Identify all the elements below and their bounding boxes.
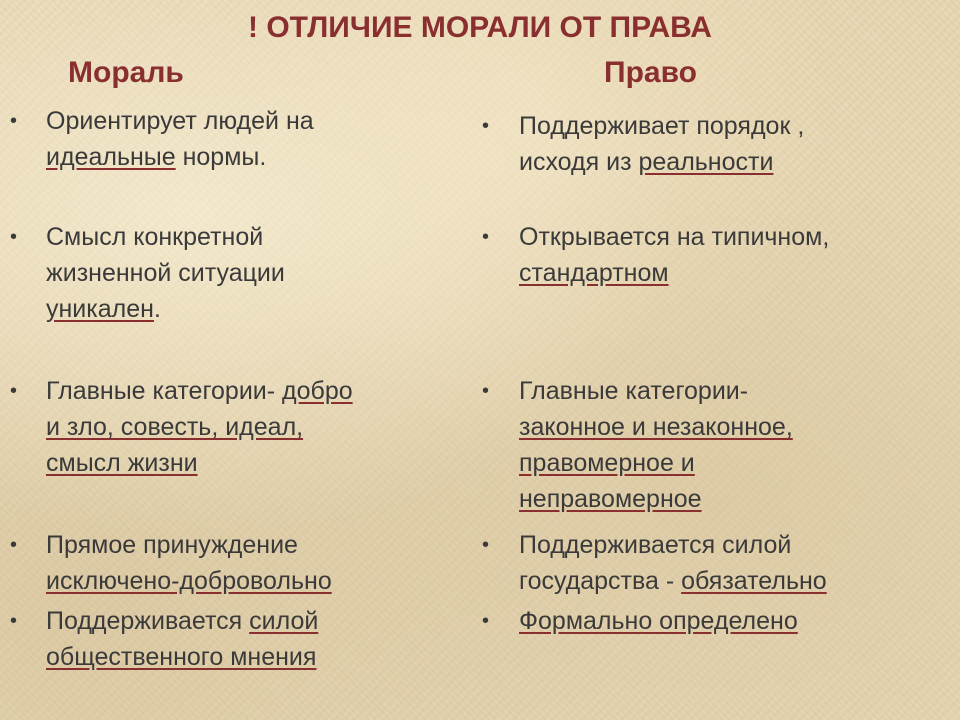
item-underlined-text: силой: [249, 607, 319, 635]
item-underlined-text: законное и незаконное,: [519, 413, 793, 441]
bullet-icon: •: [10, 226, 18, 248]
bullet-icon: •: [482, 226, 490, 248]
item-text: государства -: [519, 567, 682, 595]
item-line: [519, 255, 929, 291]
morality-item: [10, 603, 446, 675]
item-line: [519, 563, 929, 599]
law-item: [482, 219, 929, 291]
item-line: [46, 373, 446, 409]
item-line: [46, 139, 446, 175]
slide-title: ! ОТЛИЧИЕ МОРАЛИ ОТ ПРАВА: [248, 11, 712, 44]
item-text: исходя из: [519, 148, 639, 176]
law-item: [482, 527, 929, 599]
item-text: .: [153, 295, 161, 323]
item-text: жизненной ситуации: [46, 259, 285, 287]
bullet-icon: •: [482, 610, 490, 632]
item-underlined-text: и зло, совесть, идеал,: [46, 413, 304, 441]
bullet-icon: •: [10, 380, 18, 402]
item-line: [519, 219, 929, 255]
item-text: нормы.: [175, 143, 267, 171]
item-underlined-text: общественного мнения: [46, 643, 317, 671]
item-line: [519, 144, 929, 180]
item-underlined-text: добро: [282, 377, 353, 405]
morality-item: [10, 373, 446, 481]
item-underlined-text: Формально определено: [519, 607, 798, 635]
item-line: [519, 603, 929, 639]
bullet-icon: •: [10, 110, 18, 132]
item-line: [46, 219, 446, 255]
item-underlined-text: неправомерное: [519, 485, 702, 513]
item-text: Открывается на типичном,: [519, 223, 830, 251]
item-underlined-text: стандартном: [519, 259, 669, 287]
item-line: [46, 563, 446, 599]
item-line: [519, 481, 929, 517]
item-text: Прямое принуждение: [46, 531, 298, 559]
item-text: Главные категории-: [46, 377, 283, 405]
item-underlined-text: реальности: [638, 148, 774, 176]
item-line: [46, 291, 446, 327]
item-underlined-text: смысл жизни: [46, 449, 198, 477]
item-text: Смысл конкретной: [46, 223, 264, 251]
law-item: [482, 108, 929, 180]
item-underlined-text: идеальные: [46, 143, 176, 171]
item-underlined-text: исключено-добровольно: [46, 567, 332, 595]
item-line: [46, 445, 446, 481]
item-line: [519, 108, 929, 144]
item-text: Главные категории-: [519, 377, 749, 405]
law-item: [482, 373, 929, 517]
item-line: [519, 409, 929, 445]
item-line: [46, 527, 446, 563]
bullet-icon: •: [482, 115, 490, 137]
morality-item: [10, 103, 446, 175]
item-line: [46, 603, 446, 639]
morality-item: [10, 527, 446, 599]
law-column-header: Право: [604, 56, 697, 89]
law-item: [482, 603, 929, 639]
bullet-icon: •: [482, 380, 490, 402]
item-text: Поддерживается силой: [519, 531, 792, 559]
item-line: [46, 409, 446, 445]
item-line: [519, 527, 929, 563]
bullet-icon: •: [10, 534, 18, 556]
item-text: Ориентирует людей на: [46, 107, 314, 135]
morality-column-header: Мораль: [68, 56, 184, 89]
item-line: [519, 373, 929, 409]
morality-item: [10, 219, 446, 327]
item-line: [46, 639, 446, 675]
item-text: Поддерживается: [46, 607, 250, 635]
bullet-icon: •: [10, 610, 18, 632]
item-text: Поддерживает порядок ,: [519, 112, 805, 140]
item-line: [46, 103, 446, 139]
item-line: [519, 445, 929, 481]
item-underlined-text: обязательно: [681, 567, 827, 595]
item-line: [46, 255, 446, 291]
bullet-icon: •: [482, 534, 490, 556]
item-underlined-text: правомерное и: [519, 449, 695, 477]
item-underlined-text: уникален: [46, 295, 154, 323]
